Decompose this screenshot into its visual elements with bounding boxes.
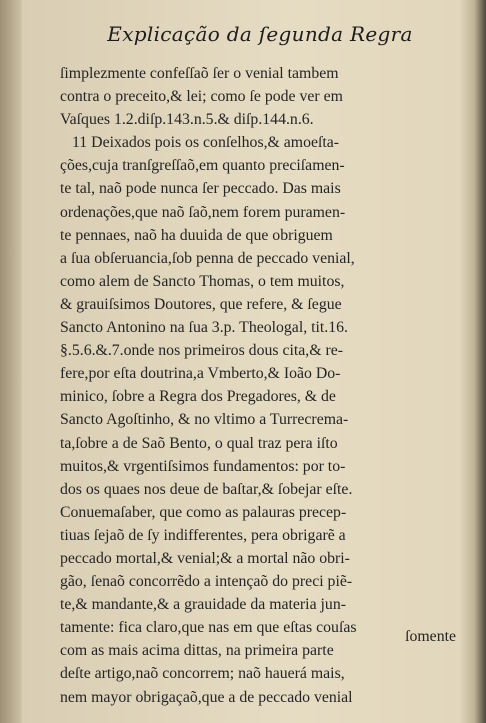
- text-line: a ſua obſeruancia,ſob penna de peccado venial,: [60, 249, 355, 267]
- text-line: gão, ſenaõ concorrẽdo a intençaõ do preci piẽ-: [60, 573, 353, 591]
- text-line: ſimplezmente confeſſaõ ſer o venial tambem: [60, 65, 339, 82]
- text-line: ta,ſobre a de Saõ Bento, o qual traz pera iſto: [60, 434, 338, 452]
- catchword: ſomente: [405, 628, 456, 645]
- text-line: tamente: fica claro,que nas em que eſtas couſas: [60, 619, 357, 637]
- text-line: Conuemaſaber, que como as palauras precep-: [60, 503, 347, 521]
- text-line: ordenações,que naõ ſaõ,nem forem puramen-: [60, 203, 346, 221]
- text-line: deſte artigo,naõ concorrem; naõ hauerá mais,: [60, 665, 345, 683]
- text-line: te pennaes, naõ ha duuida de que obriguem: [60, 226, 333, 244]
- text-line: contra o preceito,& lei; como ſe pode ver em: [60, 88, 343, 106]
- running-head: Explicação da ſegunda Regra: [107, 22, 413, 46]
- text-line: te,& mandante,& a grauidade da materia jun-: [60, 596, 346, 614]
- text-line: dos os quaes nos deue de baſtar,& ſobejar eſte.: [60, 480, 353, 498]
- text-line: fere,por eſta doutrina,a Vmberto,& Ioão Do-: [60, 365, 341, 383]
- text-line: minico, ſobre a Regra dos Pregadores, & de: [60, 388, 336, 406]
- text-line: §.5.6.&.7.onde nos primeiros dous cita,& re-: [60, 342, 343, 360]
- body-text: [60, 62, 460, 709]
- text-line: Sancto Agoſtinho, & no vltimo a Turrecrema-: [60, 411, 349, 429]
- text-line: muitos,& vrgentiſsimos fundamentos: por to-: [60, 457, 346, 475]
- text-line: 11 Deixados pois os conſelhos,& amoeſta-: [72, 134, 340, 152]
- text-line: Sancto Antonino na ſua 3.p. Theologal, tit.16.: [60, 319, 348, 337]
- text-line: Vaſques 1.2.diſp.143.n.5.& diſp.144.n.6.: [60, 111, 314, 129]
- page-text-block: [60, 22, 460, 706]
- text-line: peccado mortal,& venial;& a mortal não obri-: [60, 549, 350, 567]
- text-line: tiuas ſejaõ de ſy indifferentes, pera obrigarẽ a: [60, 526, 346, 544]
- page-edge: [460, 0, 486, 723]
- text-line: como alem de Sancto Thomas, o tem muitos,: [60, 272, 345, 290]
- text-line: & grauiſsimos Doutores, que refere, & ſegue: [60, 295, 342, 313]
- text-line: nem mayor obrigaçaõ,que a de peccado venial: [60, 688, 353, 706]
- gutter-shadow: [0, 0, 22, 723]
- text-line: com as mais acima dittas, na primeira parte: [60, 642, 334, 660]
- text-line: ções,cuja tranſgreſſaõ,em quanto preciſamen-: [60, 157, 345, 175]
- text-line: te tal, naõ pode nunca ſer peccado. Das mais: [60, 180, 341, 198]
